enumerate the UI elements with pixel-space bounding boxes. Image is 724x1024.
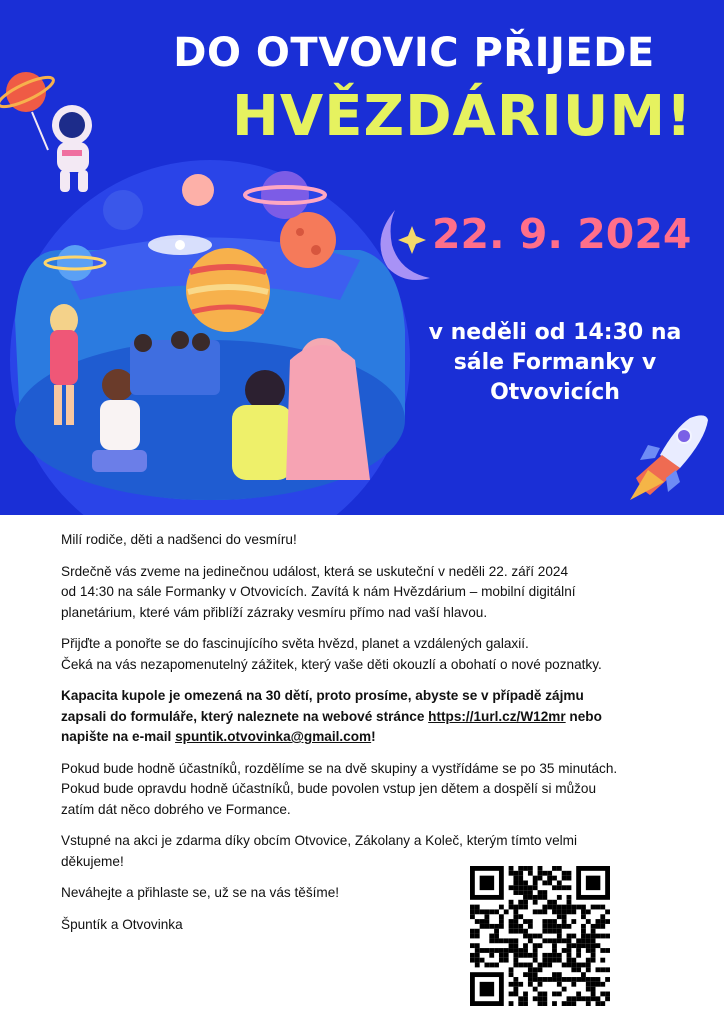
text-line: nebo [565,708,602,724]
text-line: Vstupné na akci je zdarma díky obcím Otvovice, Zákolany a Koleč, kterým tímto velmi [61,833,578,848]
signature: Špuntík a Otvovinka [61,916,183,932]
qr-code[interactable] [470,866,610,1006]
registration-link[interactable]: https://1url.cz/W12mr [428,708,566,724]
text-line: děkujeme! [61,853,124,869]
email-link[interactable]: spuntik.otvovinka@gmail.com [175,729,372,744]
text-line: napište na e-mail [61,729,176,744]
text-line: planetárium, které vám přiblíží zázraky vesmíru přímo nad vaší hlavou. [61,604,488,620]
text-line: ! [371,729,376,744]
planet-icon [186,248,270,332]
text-line: Pokud bude opravdu hodně účastníků, bude povolen vstup jen dětem a dospělí si můžou [61,781,597,796]
text-line: Čeká na vás nezapomenutelný zážitek, který vaše děti okouzlí a obohatí o nové poznatky. [61,656,602,672]
paragraph-closing: Neváhejte a přihlaste se, už se na vás těšíme! [61,885,340,900]
text-line: Pokud bude hodně účastníků, rozdělíme se na dvě skupiny a vystřídáme se po 35 minutách. [61,760,618,776]
greeting: Milí rodiče, děti a nadšenci do vesmíru! [61,532,297,547]
when-line-3: Otvovicích [490,380,620,405]
text-line: od 14:30 na sále Formanky v Otvovicích. Zavítá k nám Hvězdárium – mobilní digitální [61,584,576,599]
paragraph-invite [61,634,661,675]
text-line: zapsali do formuláře, který naleznete na webové stránce [61,708,429,724]
astronaut-icon [32,105,92,192]
title-line-2: HVĚZDÁRIUM! [232,84,693,149]
when-line-2: sále Formanky v [453,350,657,375]
paragraph-capacity [61,686,661,748]
text-line: Kapacita kupole je omezená na 30 dětí, proto prosíme, abyste se v případě zájmu [61,688,584,703]
planet-icon [103,190,143,230]
event-date: 22. 9. 2024 [432,210,692,258]
title-line-1: DO OTVOVIC PŘIJEDE [173,30,655,76]
text-line: Srdečně vás zveme na jedinečnou událost, která se uskuteční v neděli 22. září 2024 [61,563,569,579]
text-line: Přijďte a ponořte se do fascinujícího světa hvězd, planet a vzdálených galaxií. [61,636,529,651]
rocket-icon [630,415,708,500]
paragraph-groups [61,759,661,821]
text-line: zatím dát něco dobrého ve Formance. [61,801,291,817]
planet-icon [0,72,57,112]
paragraph-event [61,562,661,624]
event-time-place [420,318,690,408]
when-line-1: v neděli od 14:30 na [428,320,682,345]
planet-icon [182,174,214,206]
planet-icon [280,212,336,268]
